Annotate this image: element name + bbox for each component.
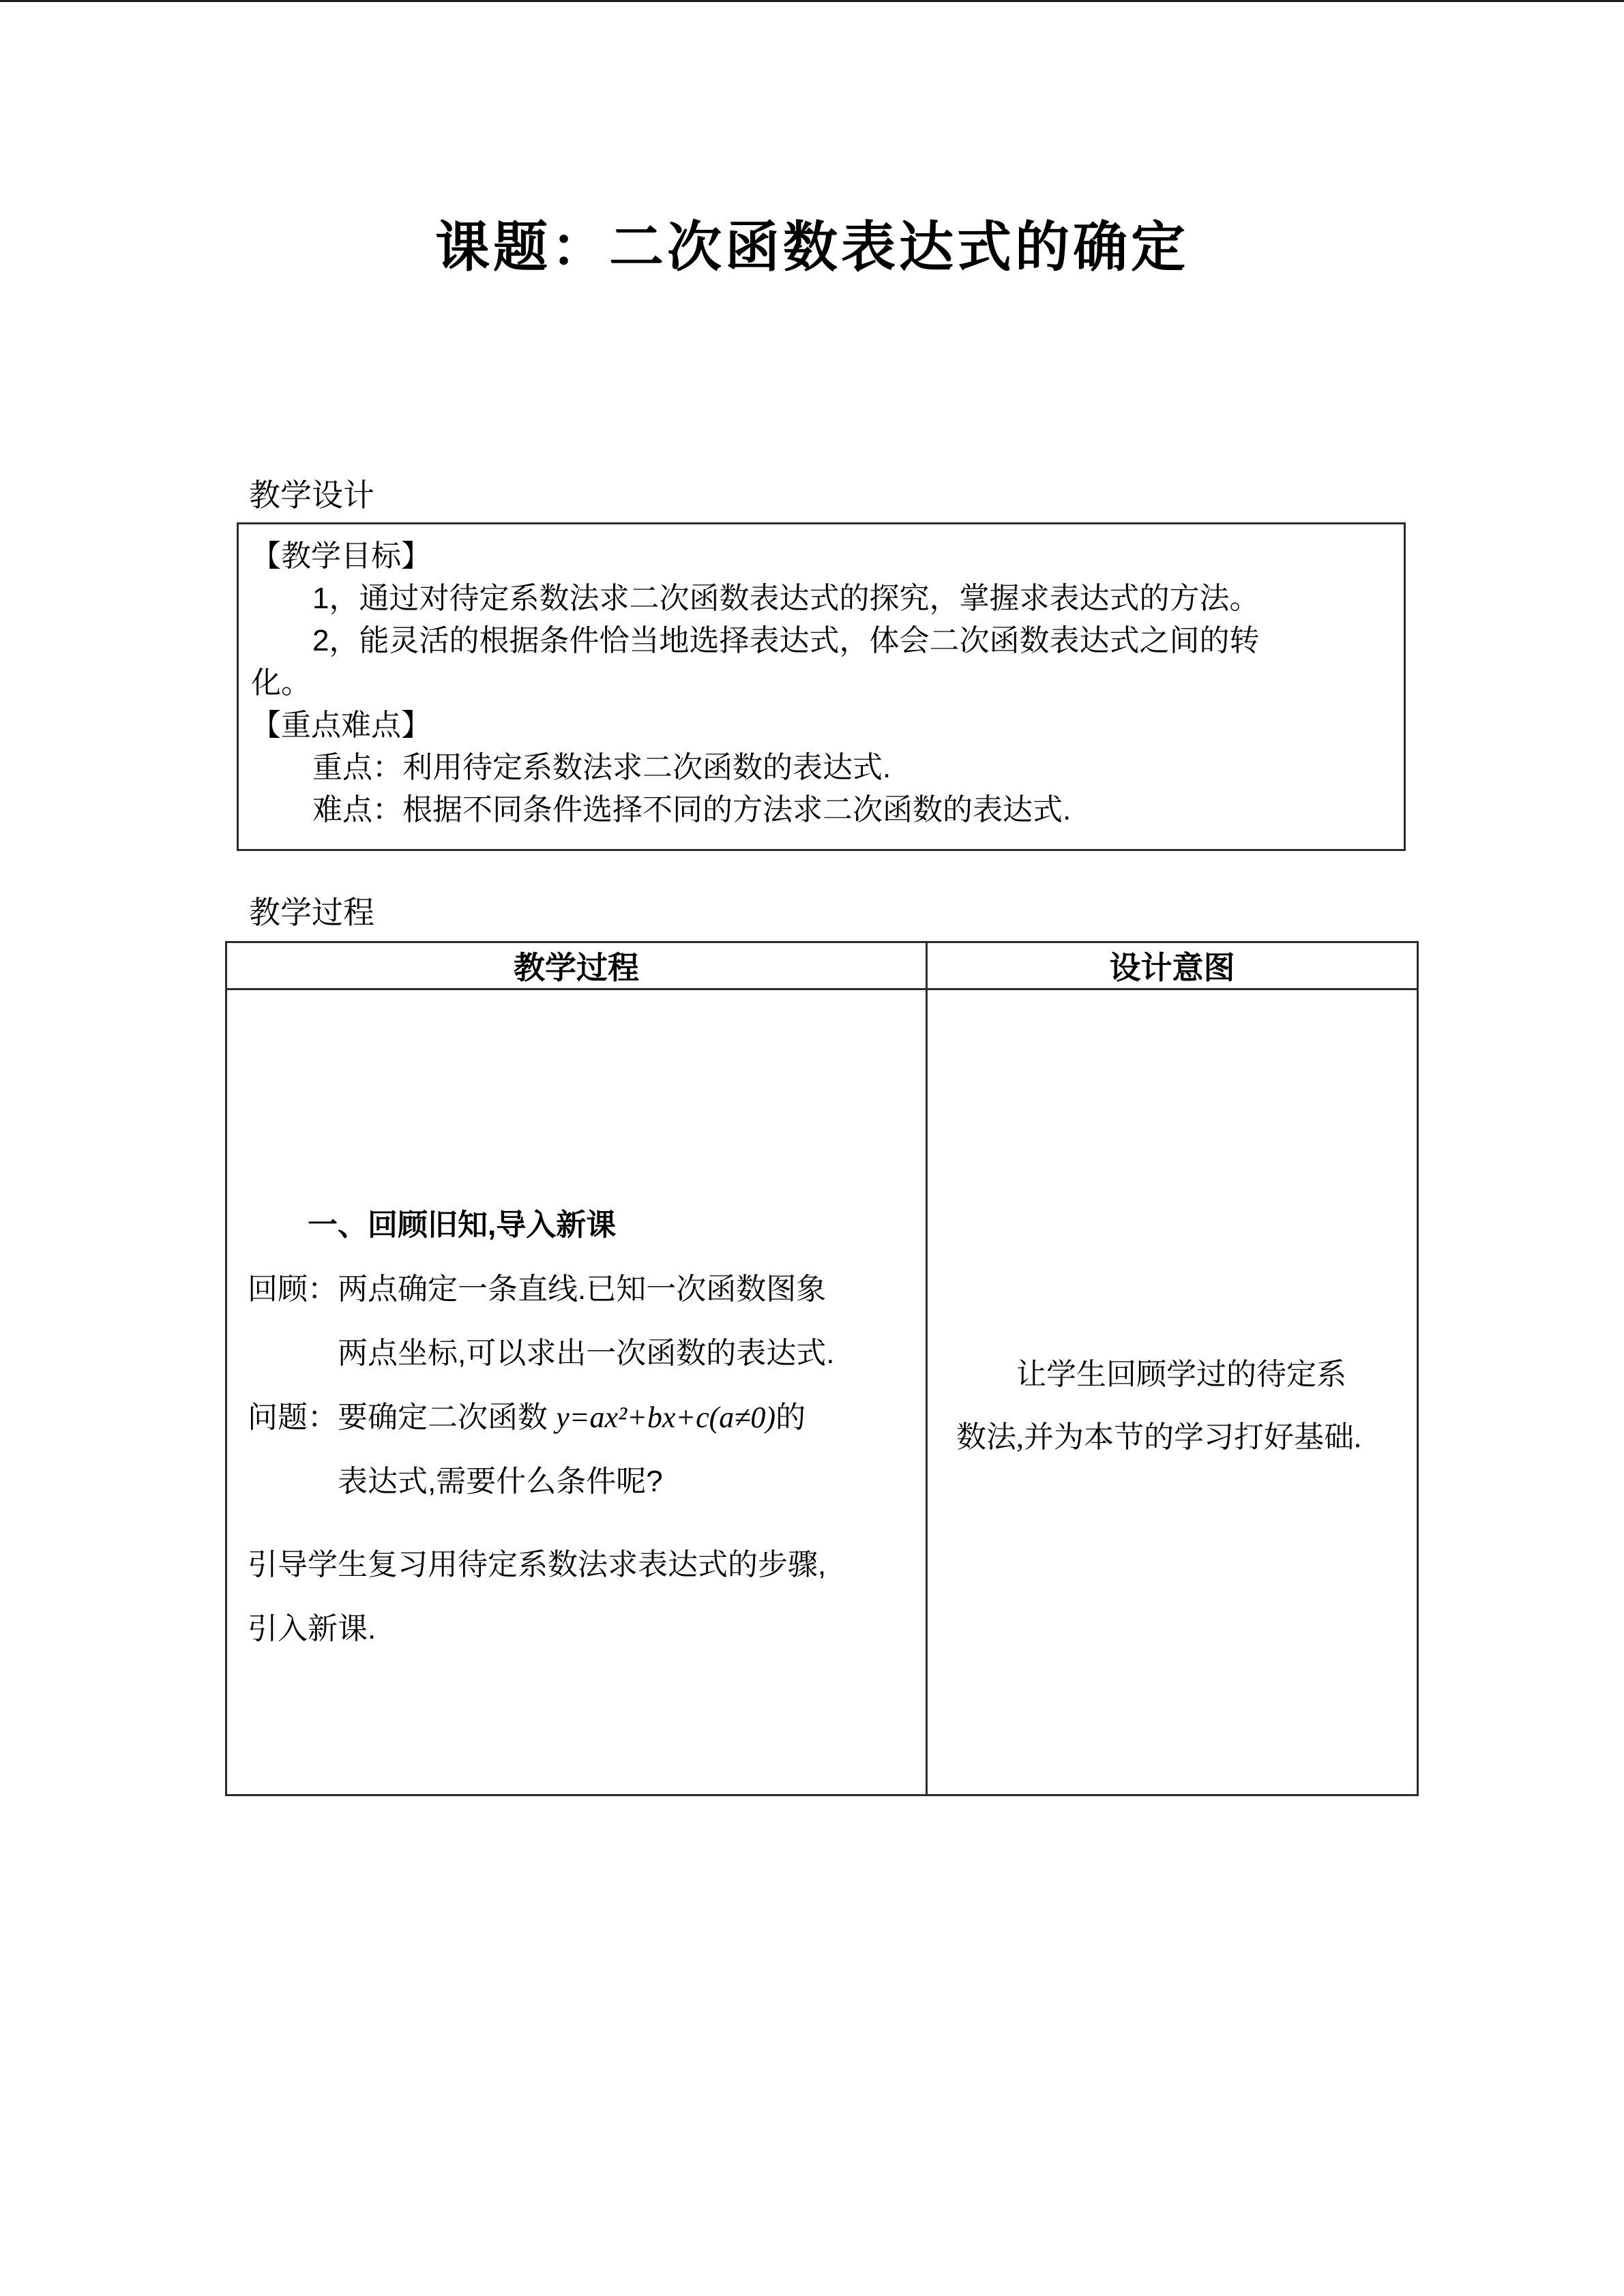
goal-item-2-line1: 2，能灵活的根据条件恰当地选择表达式，体会二次函数表达式之间的转 xyxy=(312,624,1260,657)
question-suffix: 的 xyxy=(776,1401,806,1434)
intent-line-1: 让学生回顾学过的待定系 xyxy=(1016,1358,1346,1391)
teaching-process-label: 教学过程 xyxy=(249,895,374,930)
table-body-row xyxy=(226,989,1418,1795)
objectives-box xyxy=(237,522,1406,851)
question-line-2: 表达式,需要什么条件呢? xyxy=(338,1465,663,1498)
table-header-row xyxy=(226,942,1418,989)
guide-line-1: 引导学生复习用待定系数法求表达式的步骤, xyxy=(248,1548,827,1581)
goals-header: 【教学目标】 xyxy=(251,539,431,573)
goal-item-1: 1，通过对待定系数法求二次函数表达式的探究，掌握求表达式的方法。 xyxy=(312,582,1260,615)
keypoints-header: 【重点难点】 xyxy=(251,709,431,742)
question-prefix: 问题：要确定二次函数 xyxy=(248,1401,557,1434)
table-header-process: 教学过程 xyxy=(226,942,927,989)
quadratic-formula: y=ax²+bx+c(a≠0) xyxy=(556,1401,776,1434)
table-header-intent: 设计意图 xyxy=(927,942,1418,989)
key-point-line: 重点：利用待定系数法求二次函数的表达式. xyxy=(312,751,891,784)
process-cell xyxy=(226,989,927,1795)
intent-line-2: 数法,并为本节的学习打好基础. xyxy=(956,1420,1361,1454)
review-line-1: 回顾：两点确定一条直线.已知一次函数图象 xyxy=(248,1272,827,1306)
guide-line-2: 引入新课. xyxy=(248,1612,377,1645)
intent-cell xyxy=(927,989,1418,1795)
lesson-step-title: 一、回顾旧知,导入新课 xyxy=(308,1208,617,1242)
goal-item-2-line2: 化。 xyxy=(251,666,311,700)
process-table xyxy=(225,941,1419,1796)
teaching-design-label: 教学设计 xyxy=(249,477,374,513)
document-title: 课题：二次函数表达式的确定 xyxy=(435,218,1189,278)
difficulty-point-line: 难点：根据不同条件选择不同的方法求二次函数的表达式. xyxy=(312,793,1072,826)
review-line-2: 两点坐标,可以求出一次函数的表达式. xyxy=(338,1337,835,1370)
question-line-1 xyxy=(248,1386,905,1450)
